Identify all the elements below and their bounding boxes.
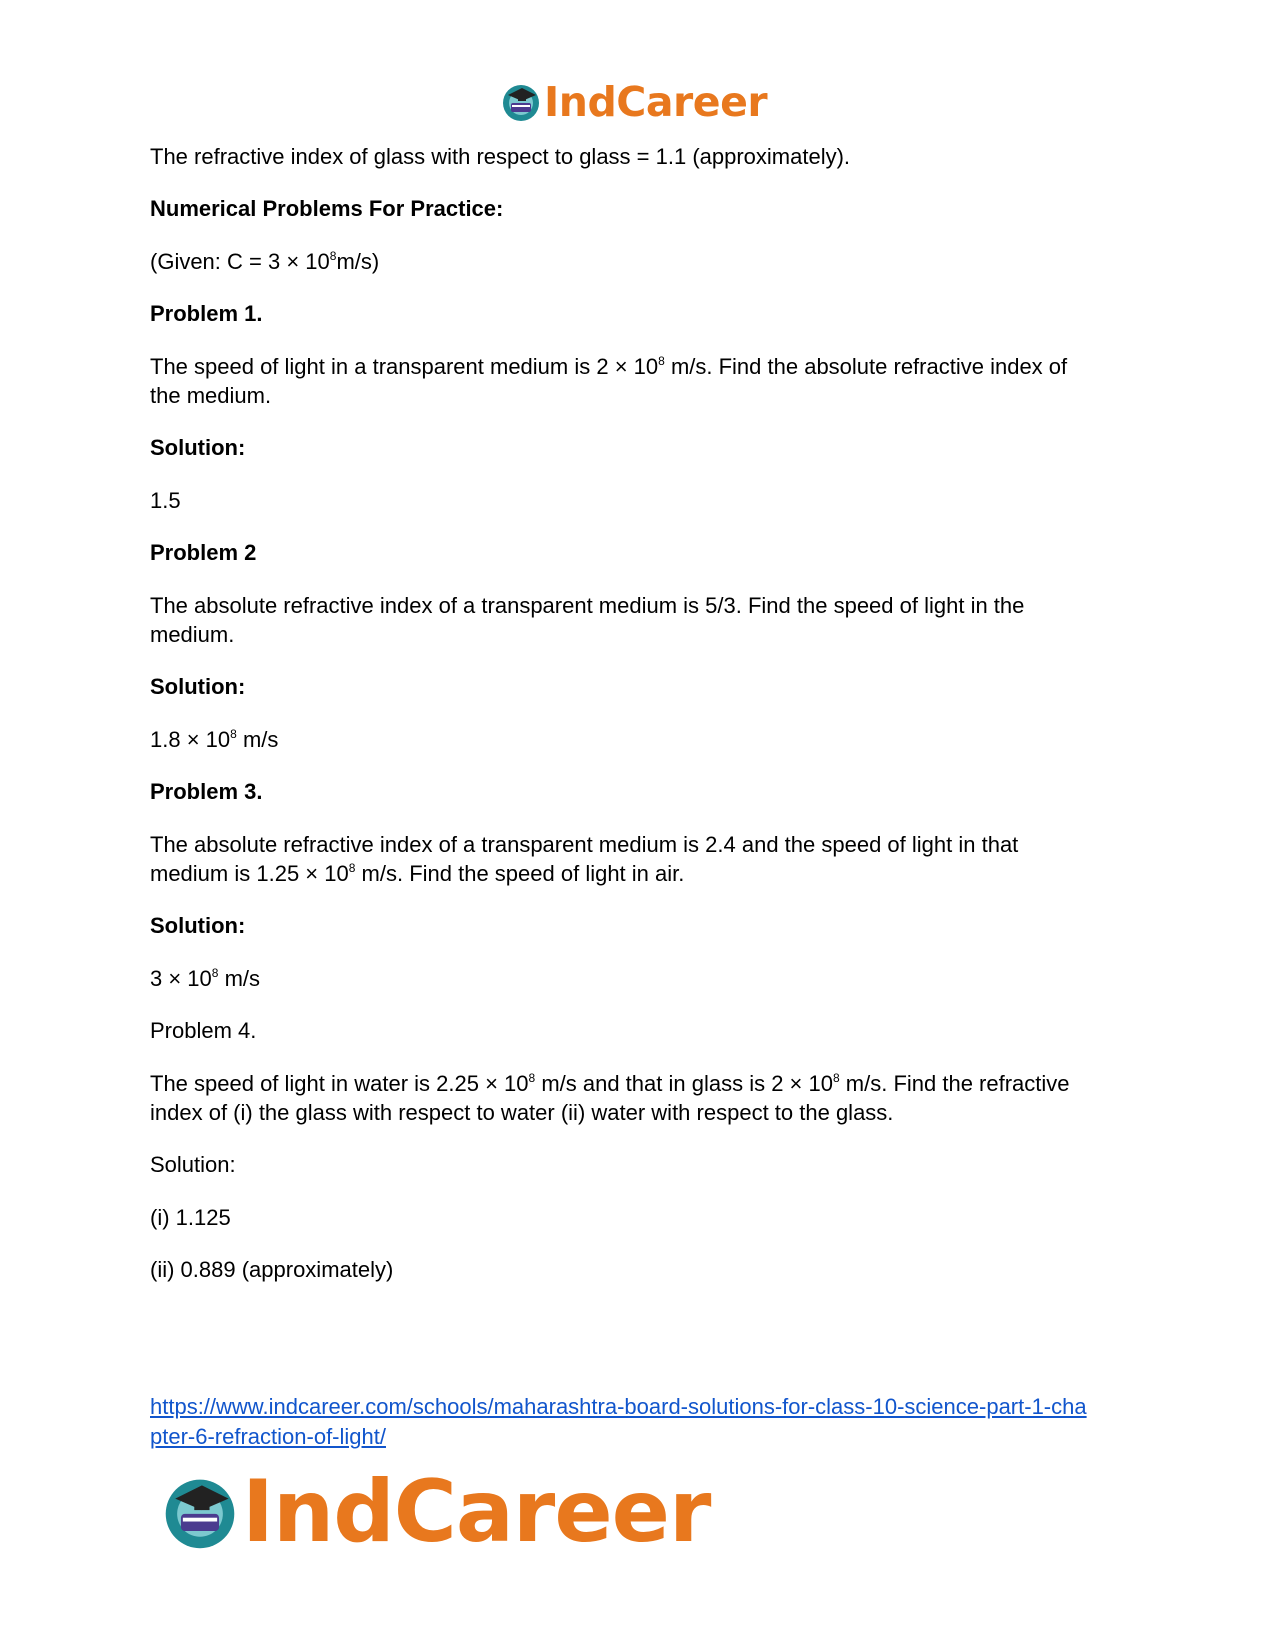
graduation-globe-icon	[160, 1472, 240, 1552]
problem-3-solution-title: Solution:	[150, 913, 246, 938]
problem-1-title: Problem 1.	[150, 301, 263, 326]
given-constant: (Given: $C = 3 \times 10^8m/s$)	[150, 249, 380, 274]
problem-2-question-line-1: The absolute refractive index of a transparent medium is 5/3. Find the speed of light in the	[150, 593, 1025, 618]
source-link-line-1[interactable]: https://www.indcareer.com/schools/maharashtra-board-solutions-for-class-10-science-part-1-cha	[150, 1394, 1087, 1419]
source-link[interactable]	[150, 1392, 1140, 1452]
graduation-globe-icon	[500, 81, 542, 123]
problem-4-question-line-2: index of (i) the glass with respect to water (ii) water with respect to the glass.	[150, 1100, 894, 1125]
problem-2-solution-title: Solution:	[150, 674, 246, 699]
problem-3-question-line-2: medium is $1.25 \times 10^8$ m/s. Find the speed of light in air.	[150, 861, 685, 886]
brand-wordmark: IndCareer	[242, 1462, 711, 1562]
problem-3-title: Problem 3.	[150, 779, 263, 804]
problem-1-question-line-2: the medium.	[150, 383, 272, 408]
problem-1-solution-title: Solution:	[150, 435, 246, 460]
paragraph-glass-index: The refractive index of glass with respect to glass = 1.1 (approximately).	[150, 144, 851, 169]
problem-3-question-line-1: The absolute refractive index of a transparent medium is 2.4 and the speed of light in that	[150, 832, 1019, 857]
section-heading: Numerical Problems For Practice:	[150, 196, 504, 221]
problem-4-answer-1: (i) 1.125	[150, 1205, 231, 1230]
source-link-line-2[interactable]: pter-6-refraction-of-light/	[150, 1424, 386, 1449]
problem-3-answer: $3 \times 10^8$ m/s	[150, 966, 261, 991]
problem-4-question-line-1: The speed of light in water is $2.25 \times 10^8$ m/s and that in glass is $2 \times 10^8$ m/s. Find the refractive	[150, 1071, 1070, 1096]
problem-2-question-line-2: medium.	[150, 622, 235, 647]
problem-1-answer: 1.5	[150, 488, 181, 513]
problem-4-answer-2: (ii) 0.889 (approximately)	[150, 1257, 394, 1282]
problem-4-solution-title: Solution:	[150, 1152, 236, 1177]
indcareer-logo-top	[500, 80, 767, 124]
brand-wordmark: IndCareer	[544, 78, 768, 126]
indcareer-logo-bottom	[160, 1462, 711, 1562]
problem-4-title: Problem 4.	[150, 1018, 257, 1043]
problem-2-answer: $1.8 \times 10^8$ m/s	[150, 727, 279, 752]
problem-1-question-line-1: The speed of light in a transparent medium is $2 \times 10^8$ m/s. Find the absolute refractive index of	[150, 354, 1068, 379]
problem-2-title: Problem 2	[150, 540, 257, 565]
